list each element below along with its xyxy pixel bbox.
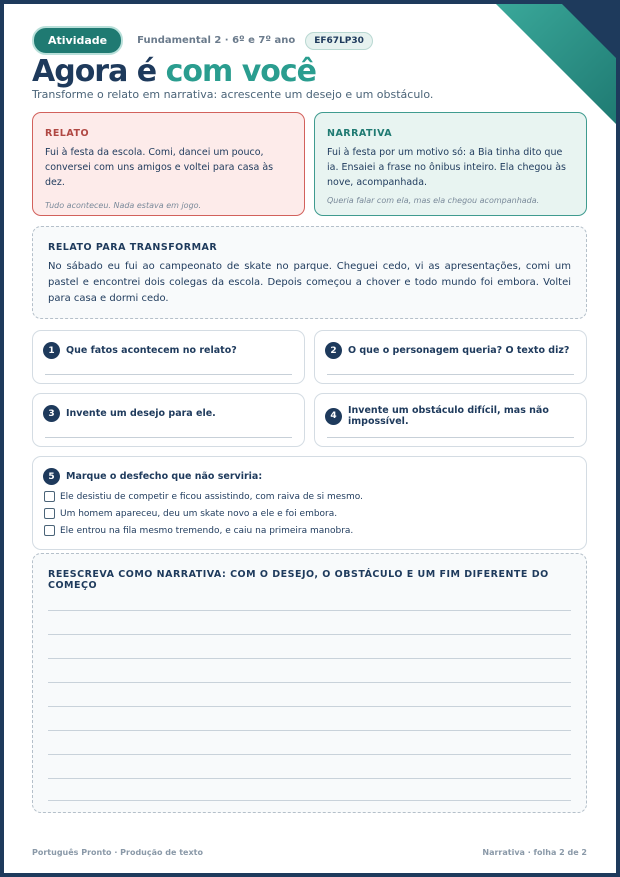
question-text: Que fatos acontecem no relato?: [66, 345, 237, 356]
example-narrativa-text: Fui à festa por um motivo só: a Bia tinha dito que ia. Ensaiei a frase no ônibus inteiro. Ela chegou às nove, acompanhada.: [327, 147, 566, 188]
rewrite-box: [32, 553, 587, 813]
title-accent: com você: [165, 54, 316, 89]
answer-line[interactable]: [45, 437, 292, 438]
option-2[interactable]: [44, 508, 586, 519]
worksheet-page: [4, 4, 616, 873]
rewrite-heading: REESCREVA COMO NARRATIVA: COM O DESEJO, O OBSTÁCULO E UM FIM DIFERENTE DO COMEÇO: [48, 569, 549, 591]
checkbox[interactable]: [44, 508, 55, 519]
checkbox[interactable]: [44, 525, 55, 536]
question-number: 4: [325, 408, 342, 425]
example-relato-heading: RELATO: [45, 128, 90, 139]
relato-to-transform-box: [32, 226, 587, 319]
grade-label: Fundamental 2 · 6º e 7º ano: [137, 35, 296, 46]
writing-line[interactable]: [48, 706, 571, 707]
example-relato-note: Tudo aconteceu. Nada estava em jogo.: [45, 201, 202, 210]
example-relato-card: [32, 112, 305, 216]
writing-line[interactable]: [48, 634, 571, 635]
answer-line[interactable]: [45, 374, 292, 375]
question-text: Invente um obstáculo difícil, mas não impossível.: [348, 405, 549, 427]
question-text: Invente um desejo para ele.: [66, 408, 216, 419]
page-subtitle: Transforme o relato em narrativa: acrescente um desejo e um obstáculo.: [32, 88, 434, 101]
page-title: [32, 54, 316, 89]
skill-code-badge: EF67LP30: [305, 32, 373, 50]
title-main: Agora é: [32, 54, 157, 89]
example-narrativa-heading: NARRATIVA: [327, 128, 393, 139]
option-label: Ele entrou na fila mesmo tremendo, e caiu na primeira manobra.: [60, 525, 354, 536]
question-number: 2: [325, 342, 342, 359]
activity-badge: Atividade: [32, 26, 123, 55]
answer-line[interactable]: [327, 374, 574, 375]
relato-box-heading: RELATO PARA TRANSFORMAR: [48, 242, 218, 253]
question-number: 3: [43, 405, 60, 422]
writing-line[interactable]: [48, 682, 571, 683]
question-1: [32, 330, 305, 384]
option-label: Um homem apareceu, deu um skate novo a ele e foi embora.: [60, 508, 338, 519]
example-narrativa-note: Queria falar com ela, mas ela chegou acompanhada.: [327, 196, 540, 205]
question-2: [314, 330, 587, 384]
checkbox[interactable]: [44, 491, 55, 502]
writing-line[interactable]: [48, 610, 571, 611]
question-3: [32, 393, 305, 447]
writing-line[interactable]: [48, 730, 571, 731]
answer-line[interactable]: [327, 437, 574, 438]
emphasis-not: não: [194, 471, 215, 482]
writing-line[interactable]: [48, 800, 571, 801]
question-5: [32, 456, 587, 550]
relato-box-text: No sábado eu fui ao campeonato de skate no parque. Cheguei cedo, vi as apresentações, comi um pastel e encontrei dois colegas da escola. Depois começou a chover e todo mundo foi embora. Voltei para casa e dormi cedo.: [48, 261, 571, 304]
question-number: 5: [43, 468, 60, 485]
writing-line[interactable]: [48, 658, 571, 659]
option-1[interactable]: [44, 491, 586, 502]
footer-right: Narrativa · folha 2 de 2: [482, 848, 587, 857]
writing-line[interactable]: [48, 778, 571, 779]
footer-left: Português Pronto · Produção de texto: [32, 848, 203, 857]
question-4: [314, 393, 587, 447]
question-text: O que o personagem queria? O texto diz?: [348, 345, 570, 356]
question-number: 1: [43, 342, 60, 359]
example-narrativa-card: [314, 112, 587, 216]
writing-line[interactable]: [48, 754, 571, 755]
header: [32, 26, 373, 55]
question-text: Marque o desfecho que não serviria:: [66, 471, 263, 482]
option-label: Ele desistiu de competir e ficou assistindo, com raiva de si mesmo.: [60, 491, 363, 502]
option-3[interactable]: [44, 525, 586, 536]
example-relato-text: Fui à festa da escola. Comi, dancei um pouco, conversei com uns amigos e voltei para casa às dez.: [45, 147, 274, 188]
